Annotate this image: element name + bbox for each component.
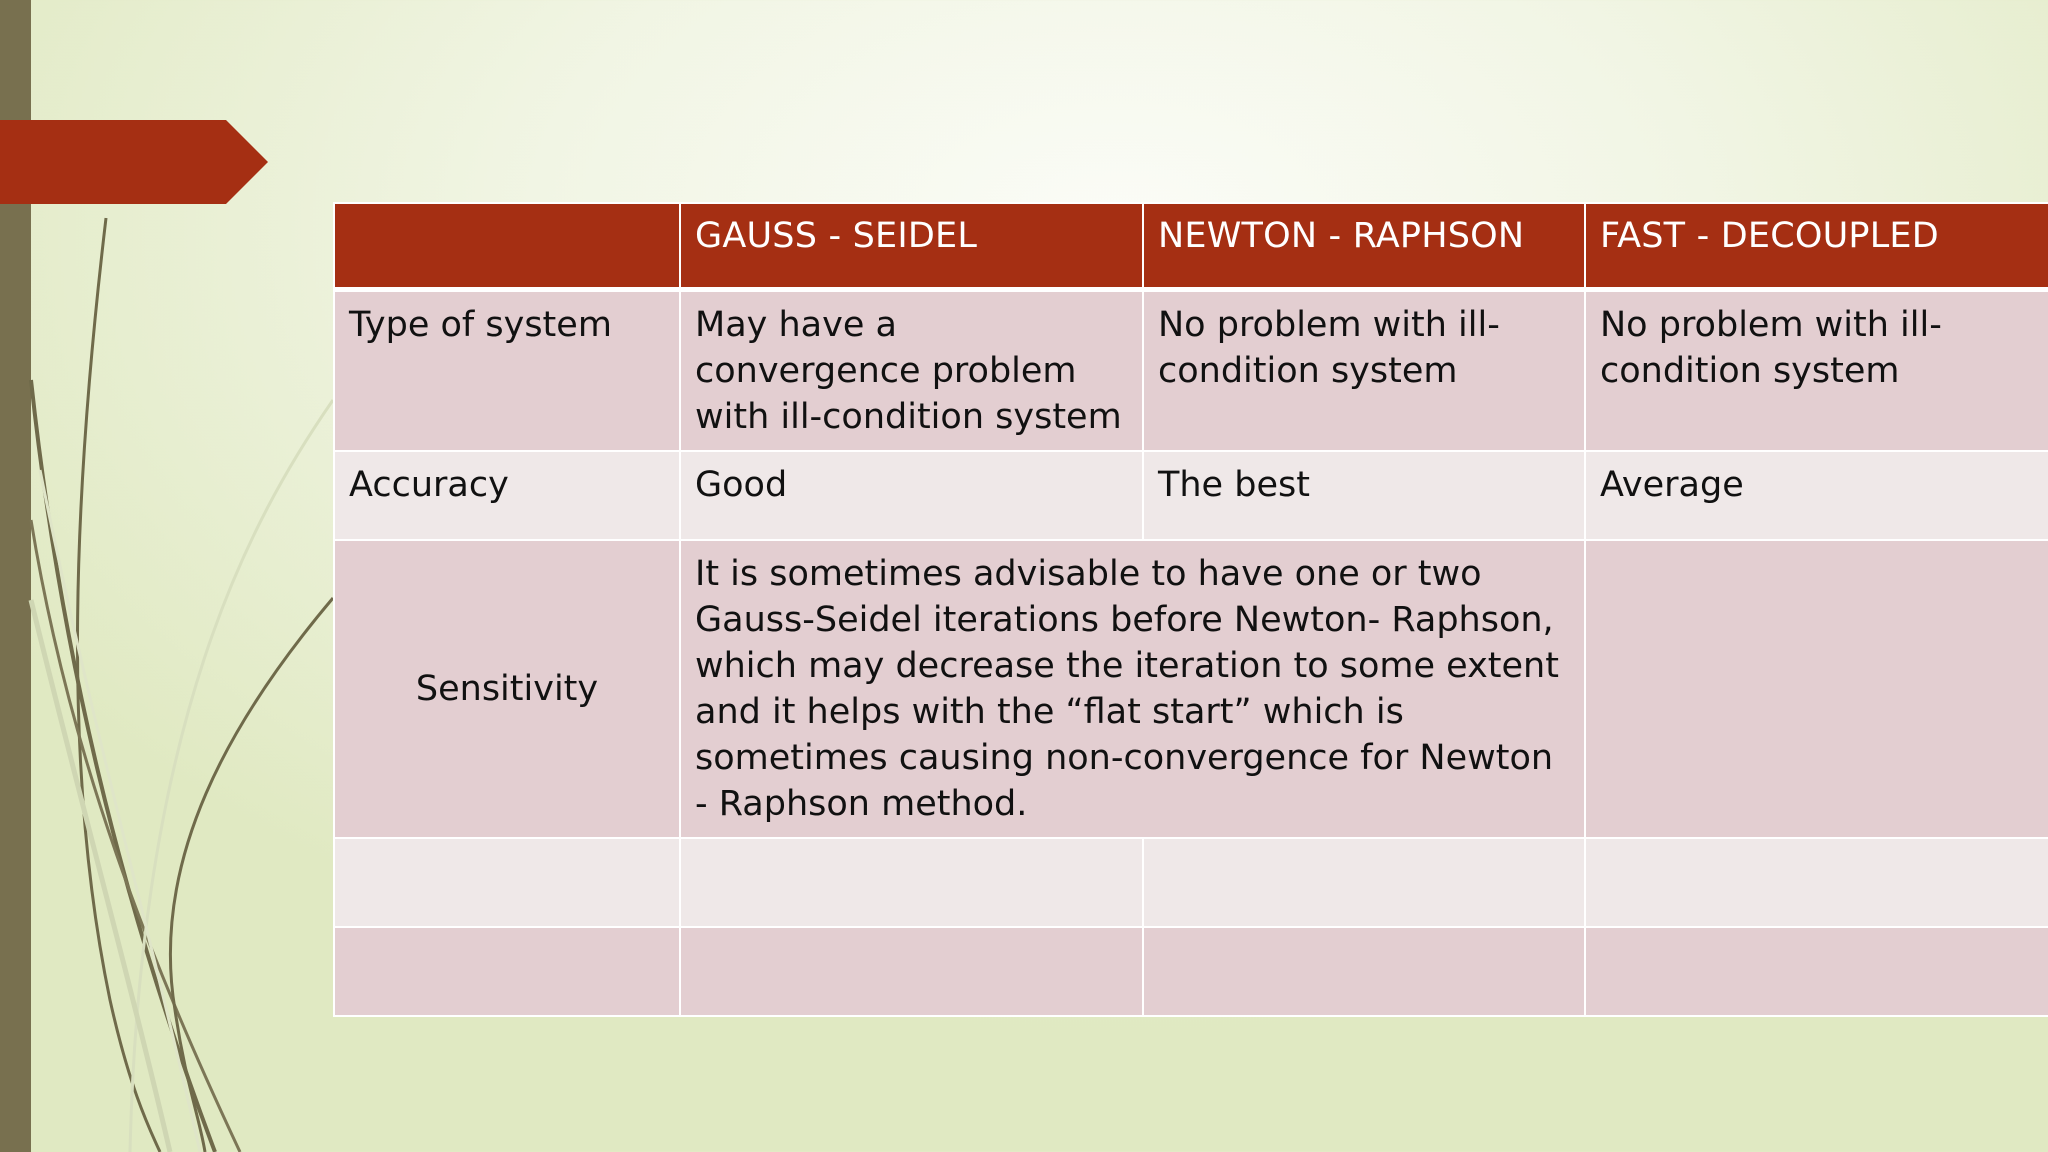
empty-cell: [1585, 838, 2048, 927]
cell-accuracy-fast-decoupled: Average: [1585, 451, 2048, 540]
empty-cell: [680, 927, 1143, 1016]
header-fast-decoupled: FAST - DECOUPLED: [1585, 203, 2048, 290]
cell-accuracy-newton-raphson: The best: [1143, 451, 1585, 540]
empty-cell: [1585, 927, 2048, 1016]
cell-sensitivity-fast-decoupled: [1585, 540, 2048, 838]
row-label-type-of-system: Type of system: [334, 290, 680, 452]
load-flow-methods-comparison-table: [333, 202, 2048, 1017]
row-label-sensitivity: Sensitivity: [334, 540, 680, 838]
empty-cell: [1143, 927, 1585, 1016]
empty-cell: [334, 927, 680, 1016]
row-label-accuracy: Accuracy: [334, 451, 680, 540]
table-header-row: [334, 203, 2048, 290]
header-newton-raphson: NEWTON - RAPHSON: [1143, 203, 1585, 290]
cell-accuracy-gauss-seidel: Good: [680, 451, 1143, 540]
cell-type-gauss-seidel: May have a convergence problem with ill-condition system: [680, 290, 1143, 452]
empty-cell: [1143, 838, 1585, 927]
cell-sensitivity-merged: It is sometimes advisable to have one or two Gauss-Seidel iterations before Newton- Raphson, which may decrease the iteration to some extent and it helps with the “flat start” which is sometimes causing non-convergence for Newton - Raphson method.: [680, 540, 1585, 838]
table-row-empty-1: [334, 838, 2048, 927]
table-row-sensitivity: [334, 540, 2048, 838]
header-empty-cell: [334, 203, 680, 290]
cell-type-newton-raphson: No problem with ill-condition system: [1143, 290, 1585, 452]
empty-cell: [334, 838, 680, 927]
table-row-accuracy: [334, 451, 2048, 540]
empty-cell: [680, 838, 1143, 927]
header-gauss-seidel: GAUSS - SEIDEL: [680, 203, 1143, 290]
comparison-table-container: [333, 202, 2048, 1017]
title-arrow-tab: [0, 120, 268, 204]
table-row-type-of-system: [334, 290, 2048, 452]
table-row-empty-2: [334, 927, 2048, 1016]
cell-type-fast-decoupled: No problem with ill-condition system: [1585, 290, 2048, 452]
